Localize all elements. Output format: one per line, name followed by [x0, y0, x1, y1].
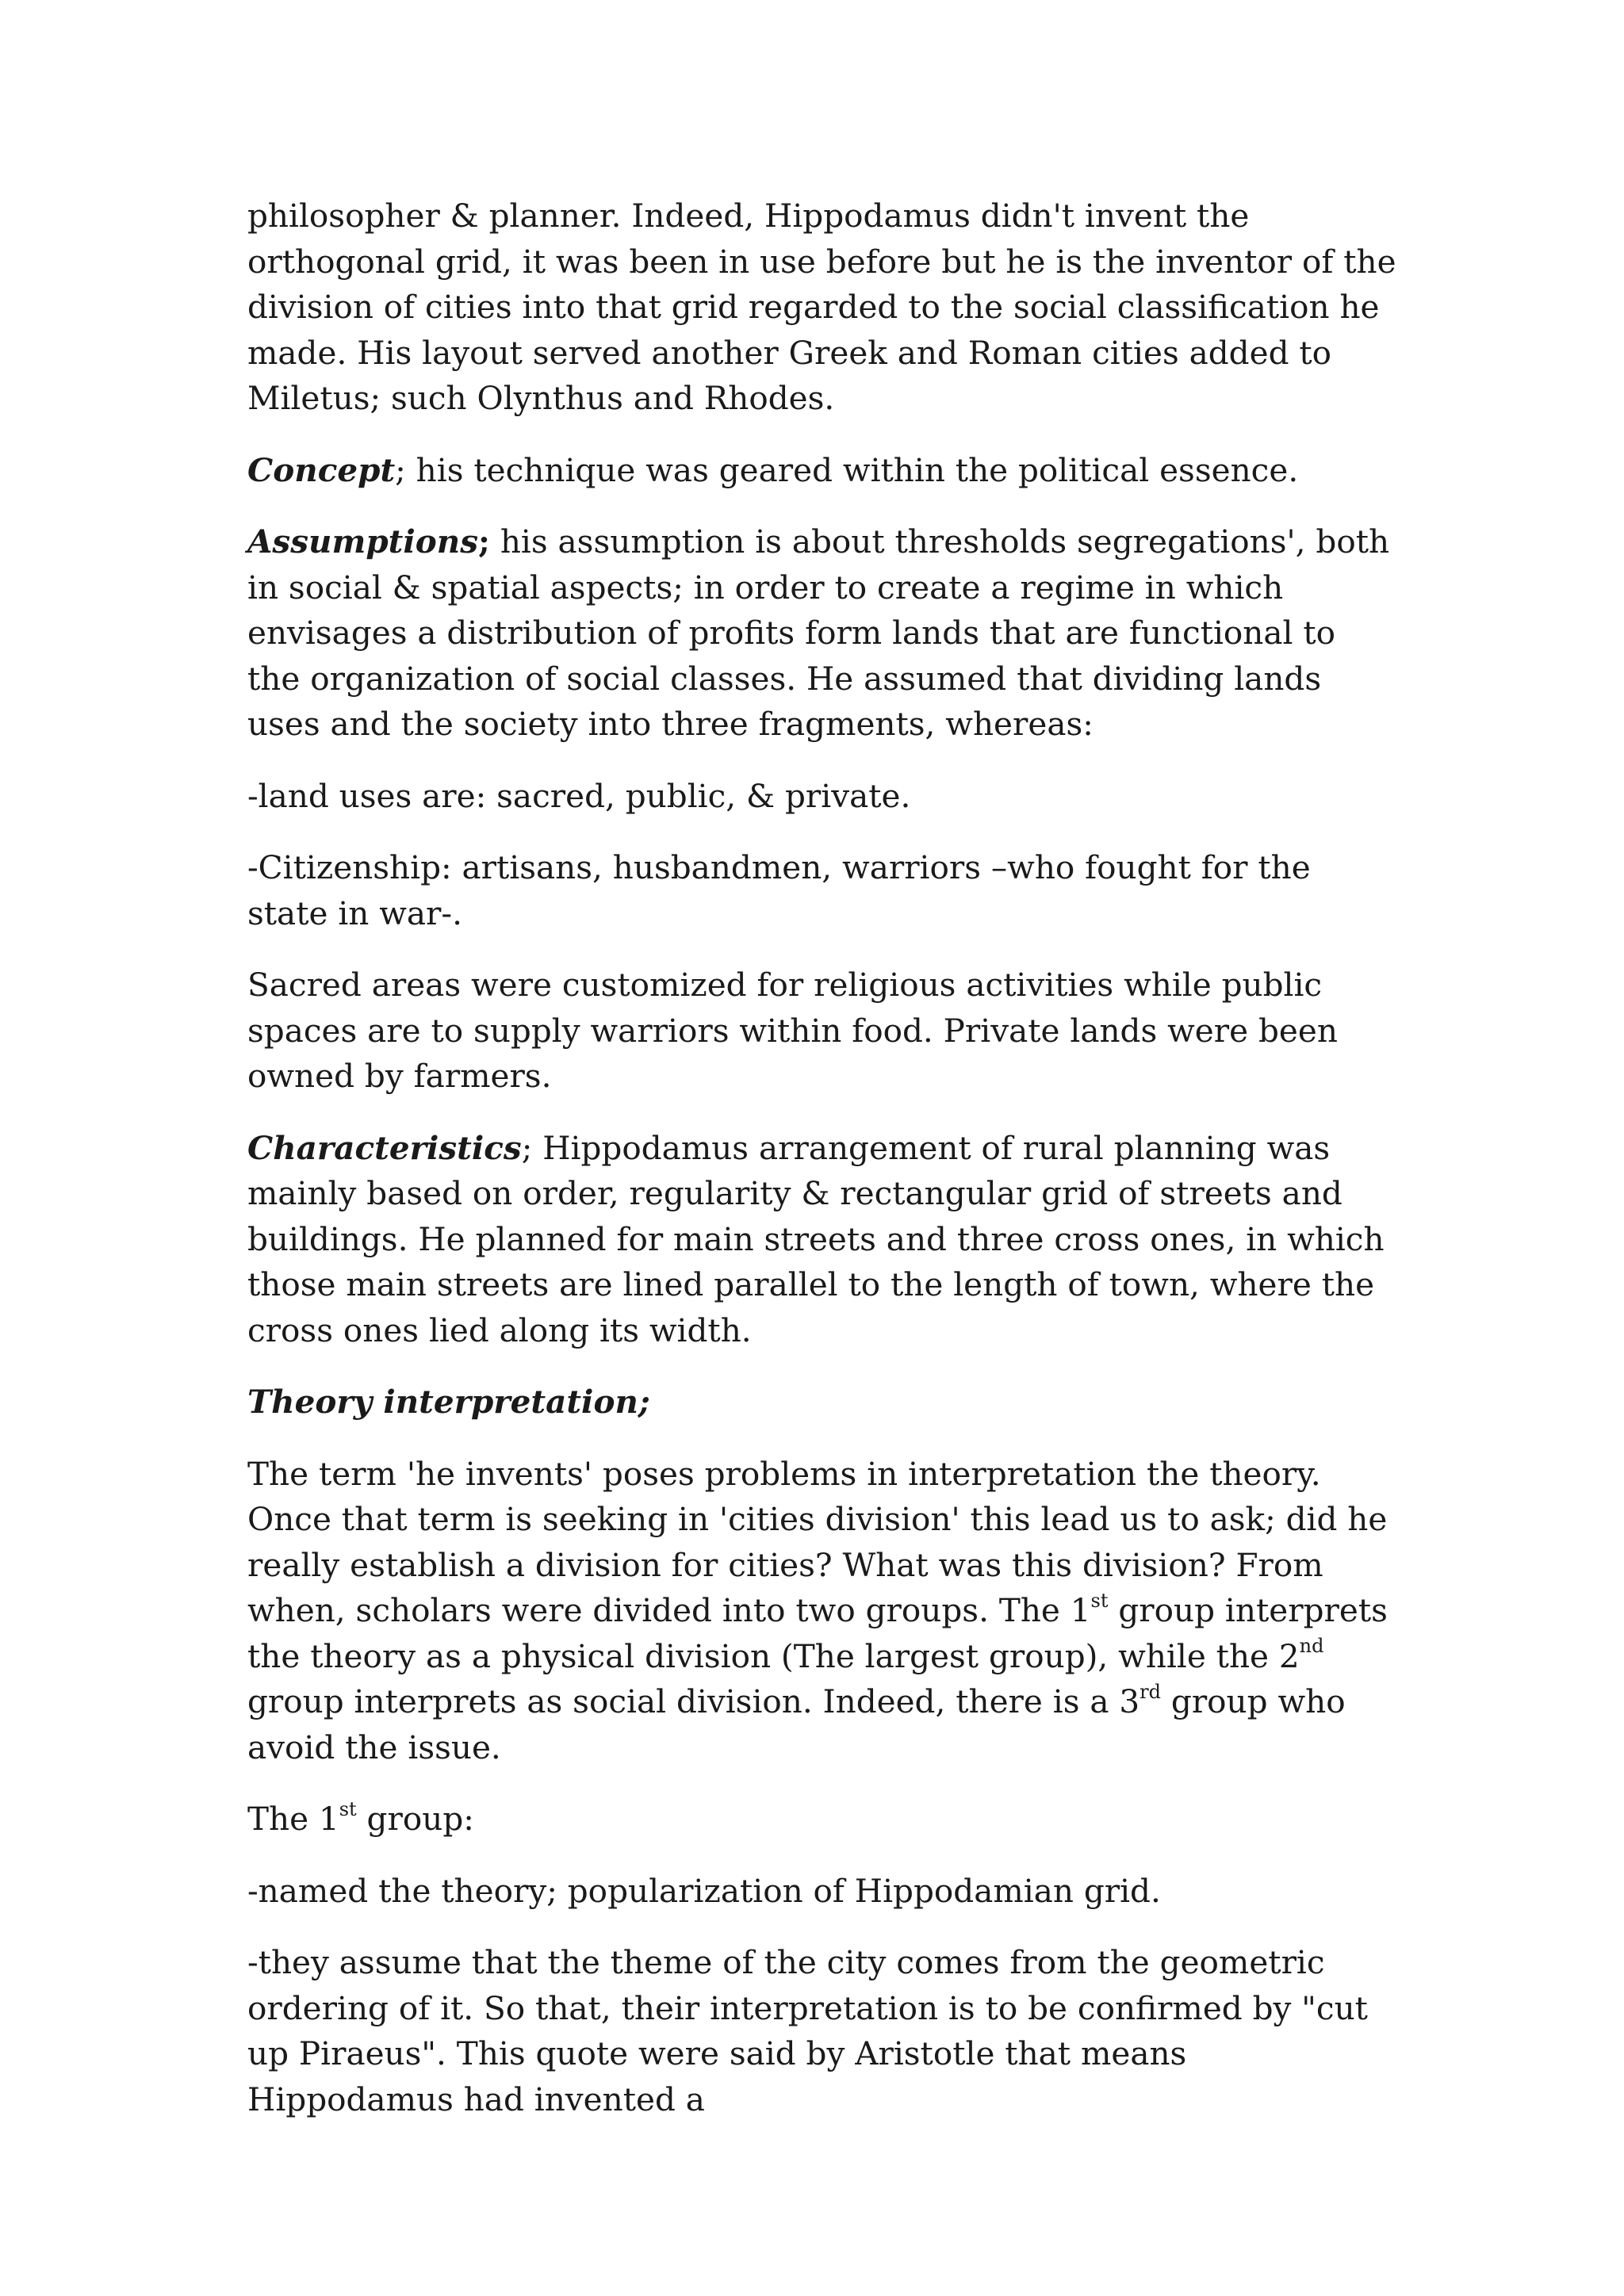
land-uses-item: -land uses are: sacred, public, & private. — [247, 776, 911, 815]
document-page — [247, 193, 1397, 2149]
superscript-st: st — [1090, 1589, 1109, 1612]
theory-interpretation-heading: Theory interpretation; — [247, 1383, 650, 1421]
citizenship-item: -Citizenship: artisans, husbandmen, warriors –who fought for the state in war-. — [247, 848, 1311, 932]
superscript-nd: nd — [1299, 1635, 1324, 1657]
characteristics-paragraph — [247, 1126, 1397, 1354]
concept-text: ; his technique was geared within the political essence. — [395, 450, 1299, 489]
concept-label: Concept — [247, 450, 396, 489]
theory-paragraph — [247, 1452, 1397, 1771]
theory-text-c: group interprets as social division. Indeed, there is a 3 — [247, 1682, 1140, 1720]
intro-paragraph: philosopher & planner. Indeed, Hippodamus didn't invent the orthogonal grid, it was been in use before but he is the inventor of the division of cities into that grid regarded to the social classification he made. His layout served another Greek and Roman cities added to Miletus; such Olynthus and Rhodes. — [247, 197, 1396, 417]
theory-text-a: The term 'he invents' poses problems in interpretation the theory. Once that term is seeking in 'cities division' this lead us to ask; did he really establish a division for cities? What was this division? From when, scholars were divided into two groups. The 1 — [247, 1454, 1388, 1629]
characteristics-label: Characteristics — [247, 1128, 522, 1167]
superscript-st-2: st — [339, 1797, 357, 1820]
assumptions-semicolon: ; — [478, 522, 490, 561]
named-theory-item: -named the theory; popularization of Hippodamian grid. — [247, 1871, 1161, 1910]
first-group-text-a: The 1 — [247, 1800, 339, 1838]
concept-paragraph — [247, 448, 1397, 494]
assumptions-text: his assumption is about thresholds segregations', both in social & spatial aspects; in order to create a regime in which envisages a distribution of profits form lands that are functional to the organization of social classes. He assumed that dividing lands uses and the society into three fragments, whereas: — [247, 522, 1390, 743]
first-group-text-b: group: — [356, 1800, 474, 1838]
they-assume-item: -they assume that the theme of the city comes from the geometric ordering of it. So that, their interpretation is to be confirmed by "cut up Piraeus". This quote were said by Aristotle that means Hippodamus had invented a — [247, 1943, 1368, 2118]
theory-text-d: group who avoid the issue. — [247, 1682, 1346, 1766]
assumptions-label: Assumptions — [247, 522, 478, 561]
superscript-rd: rd — [1139, 1680, 1162, 1703]
sacred-areas-paragraph: Sacred areas were customized for religious activities while public spaces are to supply warriors within food. Private lands were been owned by farmers. — [247, 966, 1338, 1095]
first-group-heading — [247, 1797, 1397, 1843]
characteristics-text: ; Hippodamus arrangement of rural planning was mainly based on order, regularity & rectangular grid of streets and buildings. He planned for main streets and three cross ones, in which those main streets are lined parallel to the length of town, where the cross ones lied along its width. — [247, 1128, 1385, 1349]
assumptions-paragraph — [247, 519, 1397, 748]
theory-text-b: group interprets the theory as a physical division (The largest group), while the 2 — [247, 1591, 1388, 1675]
